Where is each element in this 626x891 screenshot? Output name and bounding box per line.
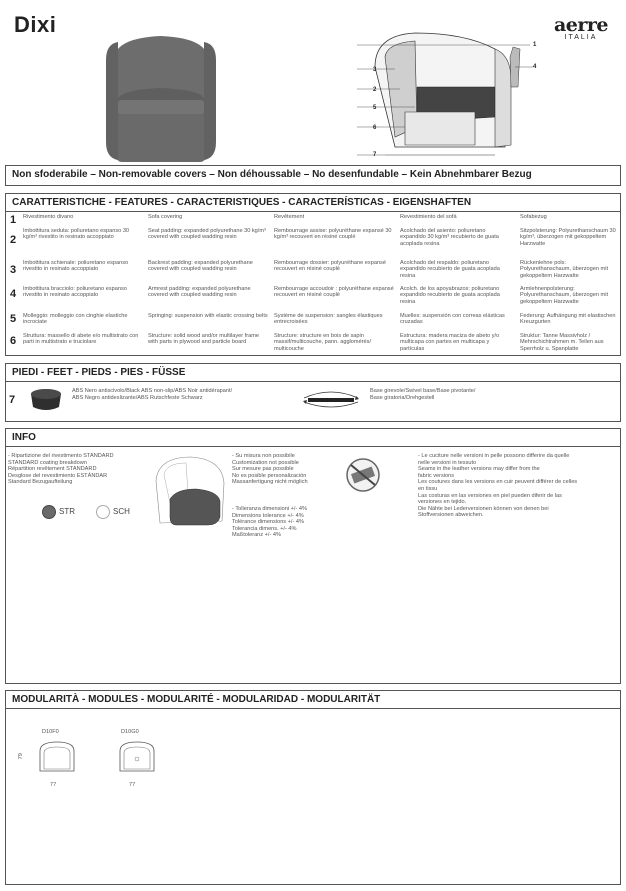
callout-2: 2	[373, 87, 377, 93]
page-title: Dixi	[14, 12, 57, 37]
module-code: D10F0	[42, 729, 59, 735]
info-line: fabric versions	[418, 472, 455, 479]
feet-section	[5, 363, 621, 422]
info-line: Standard Bezugaufteilung	[8, 479, 73, 486]
feature-cell: Rivestimento divano	[23, 214, 74, 220]
base-desc-line2: Base giratoria/Drehgestell	[370, 395, 435, 401]
feature-cell: Imbottitura schienale: poliuretano espanso rivestito in resinato accoppiato	[23, 260, 129, 273]
callout-7: 7	[373, 152, 377, 158]
info-title: INFO	[6, 429, 620, 447]
feature-cell: Armlehnenpolsterung: Polyurethanschaum, überzogen mit gekoppeltem Harzwatte	[520, 286, 608, 305]
feature-cell: Rembourrage assise: polyuréthane expansé 30 kg/m³ recouvert en résiné couplé	[274, 228, 392, 241]
info-line: - Ripartizione del rivestimento STANDARD	[8, 453, 114, 459]
construction-diagram	[355, 27, 550, 162]
info-line: versiones en tejido.	[418, 499, 467, 506]
feature-number: 1	[10, 214, 17, 226]
feature-cell: Acolchado del respaldo: poliuretano expandido recubierto de guata acoplada resina	[400, 260, 500, 279]
foot-desc-line1: ABS Nero antiscivolo/Black ABS non-slip/ABS Noir antidérapant/	[72, 388, 233, 394]
info-line: Les coutures dans les versions en cuir peuvent différer de celles	[418, 479, 578, 486]
feature-number: 4	[10, 288, 17, 300]
feature-cell: Struktur: Tanne Massivholz / Mehrschichtrahmen m. Teilen aus Sperrholz u. Spanplatte	[520, 333, 604, 352]
feature-cell: Acolchado del asiento: poliuretano expandido 30 kg/m³ recubierto de guata acoplada resina	[400, 228, 499, 247]
coating-breakdown-text	[8, 453, 158, 486]
module-code: D10G0	[121, 729, 139, 735]
info-line: nelle versioni in tessuto	[418, 459, 477, 466]
brand-logo-text: aerre	[553, 14, 608, 36]
feature-cell: Acolch. de los apoyabrazos: poliuretano expandido recubierto de guata acoplada resina	[400, 286, 500, 305]
info-line: Tolerancia dimens. +/- 4%	[232, 525, 297, 532]
callout-6: 6	[373, 125, 377, 131]
feature-cell: Backrest padding: expanded polyurethane covered with coupled wadding resin	[148, 260, 253, 273]
swatch-sch-label: SCH	[113, 507, 130, 516]
callout-1: 1	[533, 42, 537, 48]
feature-cell: Structure: structure en bois de sapin massif/multicouche, pann. agglomérés/ multicouche	[274, 333, 372, 352]
info-line: Las costuras en las versiones en piel pueden diferir de las	[418, 492, 562, 499]
info-line: - Le cuciture nelle versioni in pelle possono differire da quelle	[418, 453, 570, 459]
swatch-str	[42, 505, 56, 519]
feature-number: 6	[10, 335, 17, 347]
info-line: - Tolleranza dimensioni +/- 4%	[232, 506, 307, 512]
feature-cell: Muelles: suspensión con correas elásticas cruzadas	[400, 313, 505, 326]
info-line: Stoffversionen abweichen.	[418, 512, 484, 519]
info-line: Dimensions tolerance +/- 4%	[232, 512, 304, 519]
feature-number: 5	[10, 313, 17, 325]
brand-logo	[546, 14, 616, 41]
info-line: Seams in the leather versions may differ from the	[418, 466, 540, 473]
info-line: No es posible personalización	[232, 472, 307, 479]
info-line: Maßtoleranz +/- 4%	[232, 532, 281, 539]
info-line: - Su misura non possibile	[232, 453, 295, 459]
feature-cell: Revêtement	[274, 214, 305, 220]
tolerance-text	[232, 506, 352, 539]
feature-cell: Structure: solid wood and/or multilayer frame with parts in plywood and particle board	[148, 333, 259, 346]
module-width: 77	[50, 782, 57, 788]
feature-cell: Seat padding: expanded polyurethane 30 kg/m³ covered with coupled wadding resin	[148, 228, 266, 241]
base-desc-line1: Base girevole/Swivel base/Base pivotante/	[370, 388, 476, 394]
features-title: CARATTERISTICHE - FEATURES - CARACTERISTIQUES - CARACTERÍSTICAS - EIGENSHAFTEN	[6, 194, 620, 212]
info-line: Répartition revêtement STANDARD	[8, 466, 97, 473]
info-line: Sur mesure pas possible	[232, 466, 294, 473]
feature-cell: Springing: suspension with elastic crossing belts	[148, 313, 268, 319]
module-d10f0-drawing	[36, 739, 78, 775]
feature-cell: Rembourrage dossier: polyuréthane expansé recouvert en résiné couplé	[274, 260, 386, 273]
module-height: 79	[17, 753, 24, 760]
features-section	[5, 193, 621, 356]
info-line: en tissu	[418, 485, 438, 492]
swivel-base-icon	[296, 388, 366, 408]
customization-text	[232, 453, 352, 486]
info-section	[5, 428, 621, 684]
info-line: Die Nähte bei Lederversionen können von denen bei	[418, 505, 549, 512]
feature-cell: Federung: Aufhängung mit elastischen Kreuzgurten	[520, 313, 616, 326]
feet-number: 7	[9, 394, 16, 406]
feature-cell: Rembourrage accoudoir : polyuréthane expansé recouvert en résiné couplé	[274, 286, 394, 299]
brand-subtitle: ITALIA	[564, 34, 598, 41]
swatch-sch	[96, 505, 110, 519]
feature-cell: Struttura: massello di abete e/o multistrato con parti in multistrato e truciolare	[23, 333, 139, 346]
foot-desc-line2: ABS Negro antideslizante/ABS Rutschfeste Schwarz	[72, 395, 203, 401]
feature-cell: Sofabezug	[520, 214, 547, 220]
feature-number: 3	[10, 264, 17, 276]
feature-cell: Sofa covering	[148, 214, 183, 220]
feature-cell: Imbottitura bracciolo: poliuretano espanso rivestito in resinato accoppiato	[23, 286, 127, 299]
module-width: 77	[129, 782, 136, 788]
feet-title: PIEDI - FEET - PIEDS - PIES - FÜSSE	[6, 364, 620, 382]
no-customization-icon	[343, 457, 383, 493]
feet-row	[6, 382, 620, 420]
coating-chair-diagram	[146, 453, 231, 539]
feature-cell: Sitzpolsterung: Polyurethanschaum 30 kg/m³, überzogen mit gekoppeltem Harzwatte	[520, 228, 616, 247]
feature-cell: Molleggio: molleggio con cinghie elastiche incrociate	[23, 313, 128, 326]
callout-3: 3	[373, 67, 377, 73]
modules-title: MODULARITÀ - MODULES - MODULARITÉ - MODULARIDAD - MODULARITÄT	[6, 691, 620, 709]
swatch-str-label: STR	[59, 507, 75, 516]
diagram-drawing	[355, 27, 550, 162]
info-line: Tolérance dimensions +/- 4%	[232, 519, 304, 526]
info-line: Desglose del revestimiento ESTÁNDAR	[8, 472, 108, 479]
seams-text	[418, 453, 618, 519]
feature-number: 2	[10, 234, 17, 246]
feature-cell: Système de suspension: sangles élastiques entrecroisées	[274, 313, 383, 326]
chair-photo	[96, 30, 226, 170]
info-line: Customization not possible	[232, 459, 299, 466]
feature-cell: Imbottitura seduta: poliuretano espanso 30 kg/m³ rivestito in resinato accoppiato	[23, 228, 130, 241]
foot-image	[28, 385, 64, 415]
info-line: Massanfertigung nicht möglich	[232, 479, 308, 486]
callout-5: 5	[373, 105, 377, 111]
feature-cell: Estructura: madera maciza de abeto y/o multicapa con partes en multicapa y partículas	[400, 333, 500, 352]
covers-note: Non sfoderabile – Non-removable covers – Non déhoussable – No desenfundable – Kein Abnehmbarer Bezug	[5, 165, 621, 186]
module-d10g0-drawing	[116, 739, 158, 775]
feature-cell: Armrest padding: expanded polyurethane covered with coupled wadding resin	[148, 286, 251, 299]
feature-cell: Revestimiento del sofá	[400, 214, 457, 220]
feature-cell: Rückenlehne pols: Polyurethanschaum, überzogen mit gekoppeltem Harzwatte	[520, 260, 608, 279]
callout-4: 4	[533, 64, 537, 70]
modules-section	[5, 690, 621, 885]
info-line: STANDARD coating breakdown	[8, 459, 87, 466]
